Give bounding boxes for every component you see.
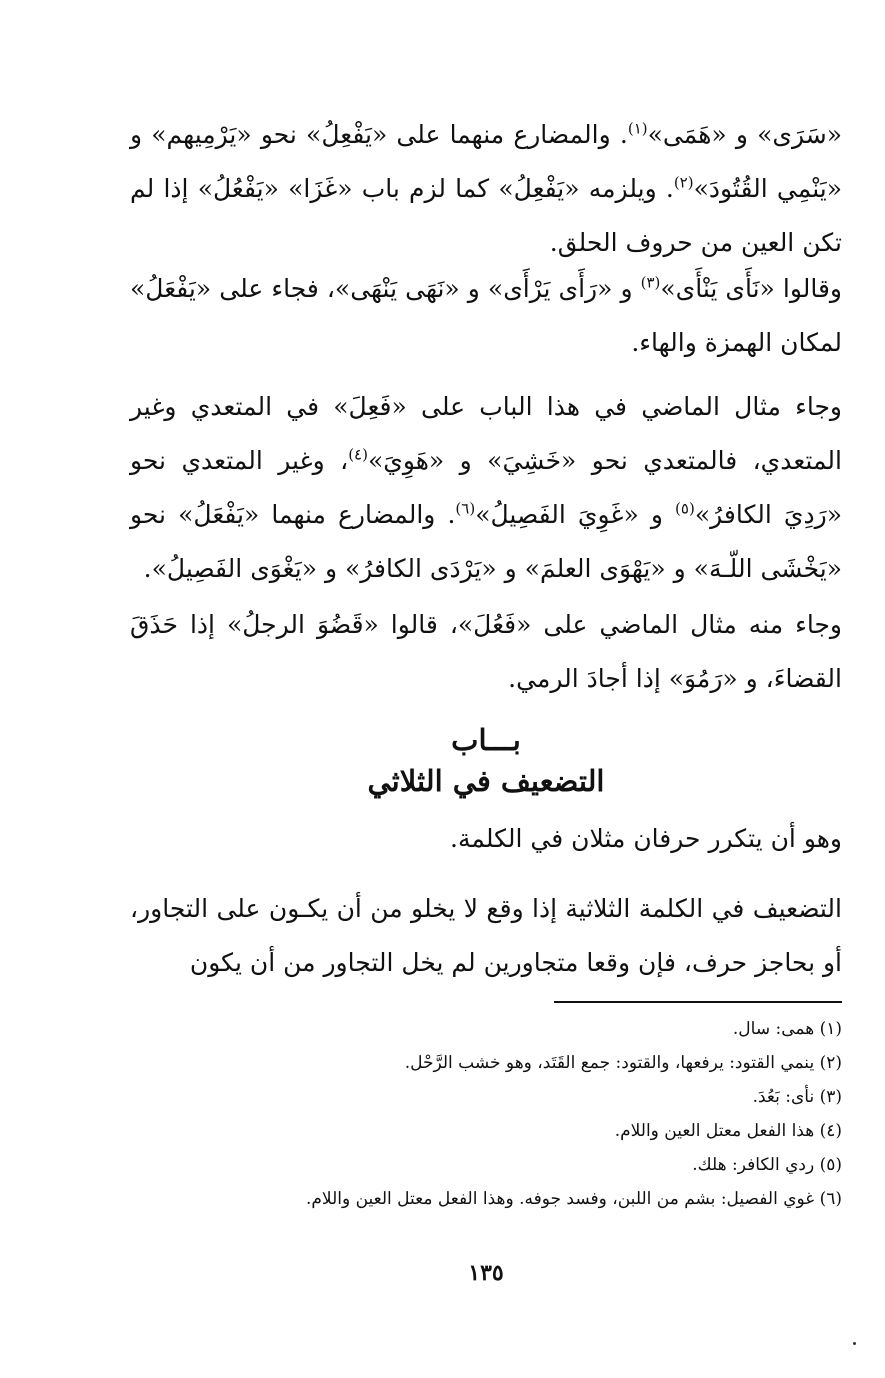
paragraph-4 <box>130 598 842 706</box>
text-run: . ويلزمه «يَفْعِلُ» كما لزم باب «غَزَا» «يَفْعُلُ» إذا لم تكن العين من حروف الحلق. <box>130 174 842 257</box>
footnote-ref[interactable]: (٣) <box>640 273 661 292</box>
paragraph-1 <box>130 108 842 270</box>
footnote-ref[interactable]: (٢) <box>673 173 694 192</box>
text-run: «سَرَى» و «هَمَى» <box>647 120 842 149</box>
paragraph-2 <box>130 262 842 370</box>
footnote-6: (٦) غوي الفصيل: بشم من اللبن، وفسد جوفه. وهذا الفعل معتل العين واللام. <box>306 1189 842 1209</box>
text-run: وقالوا «نَأَى يَنْأَى» <box>660 274 842 303</box>
footnote-ref[interactable]: (١) <box>627 119 648 138</box>
text-run: ، وغير المتعدي نحو «رَدِيَ الكافرُ» <box>130 446 842 529</box>
footnote-4: (٤) هذا الفعل معتل العين واللام. <box>614 1121 842 1141</box>
footnote-divider <box>554 1001 842 1003</box>
text-run: وجاء مثال الماضي في هذا الباب على «فَعِلَ» في المتعدي وغير المتعدي، فالمتعدي نحو «خَشِيَ» و «هَوِيَ» <box>130 392 842 475</box>
footnote-ref[interactable]: (٥) <box>675 499 695 518</box>
paragraph-3 <box>130 380 842 596</box>
text-run: . والمضارع منهما على «يَفْعِلُ» نحو «يَرْمِيهم» و «يَنْمِي القُتُودَ» <box>130 120 842 203</box>
footnotes-list <box>130 1012 842 1216</box>
text-run: وجاء منه مثال الماضي على «فَعُلَ»، قالوا «قَضُوَ الرجلُ» إذا حَذَقَ القضاءَ، و «رَمُوَ» إذا أجادَ الرمي. <box>130 610 842 693</box>
section-definition: وهو أن يتكرر حرفان مثلان في الكلمة. <box>450 824 842 853</box>
footnote-ref[interactable]: (٤) <box>348 445 368 464</box>
footnote-1: (١) همى: سال. <box>732 1019 842 1039</box>
footnote-ref[interactable]: (٦) <box>455 499 476 518</box>
text-run: . والمضارع منهما «يَفْعَلُ» نحو «يَخْشَى اللّـهَ» و «يَهْوَى العلمَ» و «يَرْدَى الكافرُ» و «يَغْوَى الفَصِيلُ». <box>130 500 842 583</box>
section-title: التضعيف في الثلاثي <box>367 764 605 798</box>
section-paragraph: التضعيف في الكلمة الثلاثية إذا وقع لا يخلو من أن يكـون على التجاور، أو بحاجز حرف، فإن وقعا متجاورين لم يخل التجاور من أن يكون <box>130 894 842 977</box>
footnote-5: (٥) ردي الكافر: هلك. <box>692 1155 842 1175</box>
page-number: ١٣٥ <box>468 1260 504 1286</box>
section-label: بـــاب <box>451 723 521 757</box>
scan-speck <box>853 1342 856 1345</box>
footnote-3: (٣) نأى: بَعُدَ. <box>752 1087 842 1107</box>
footnote-2: (٢) ينمي القتود: يرفعها، والقتود: جمع القَتَد، وهو خشب الرَّحْل. <box>404 1053 842 1073</box>
text-run: و «غَوِيَ الفَصِيلُ» <box>475 500 676 529</box>
text-run: و «رَأَى يَرْأَى» و «نَهَى يَنْهَى»، فجاء على «يَفْعَلُ» لمكان الهمزة والهاء. <box>130 274 842 357</box>
